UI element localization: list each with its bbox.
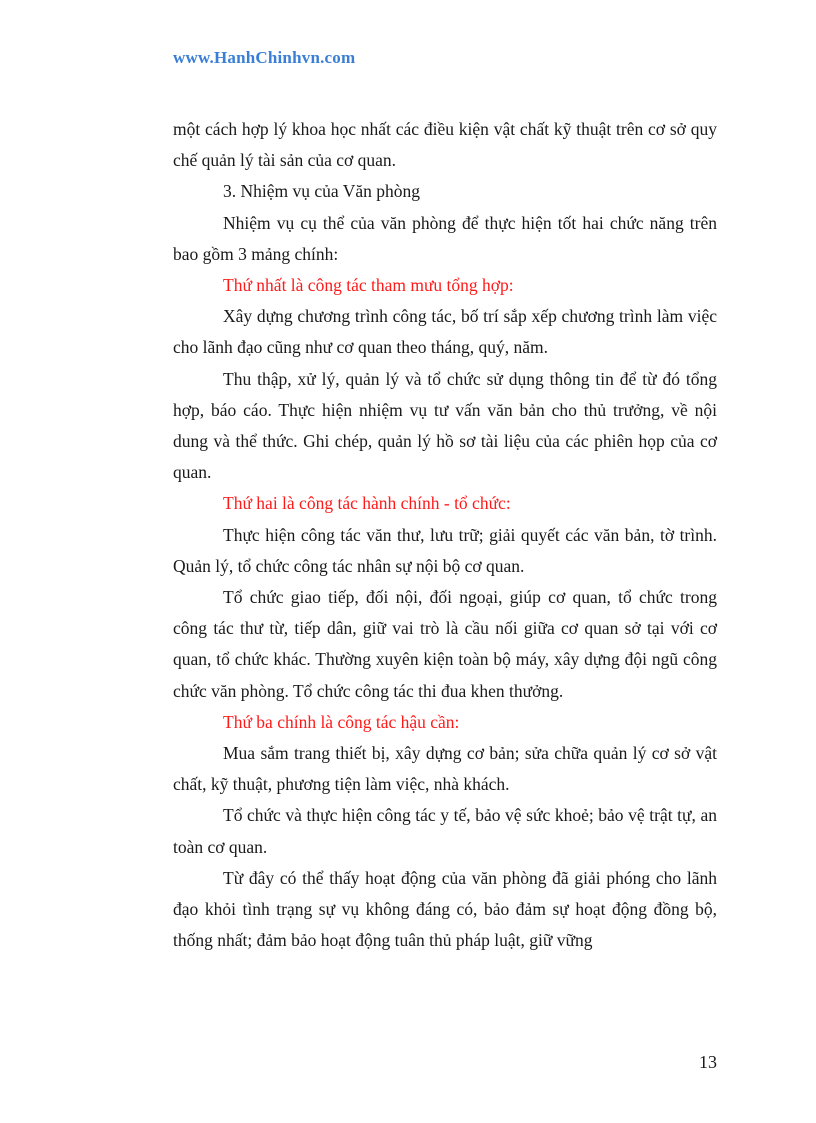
paragraph: Xây dựng chương trình công tác, bố trí sắp xếp chương trình làm việc cho lãnh đạo cũng như cơ quan theo tháng, quý, năm. — [173, 306, 717, 358]
subsection-heading-third: Thứ ba chính là công tác hậu cần: — [223, 711, 460, 732]
paragraph: Mua sắm trang thiết bị, xây dựng cơ bản; sửa chữa quản lý cơ sở vật chất, kỹ thuật, phương tiện làm việc, nhà khách. — [173, 743, 717, 795]
subsection-heading-first: Thứ nhất là công tác tham mưu tổng hợp: — [223, 275, 514, 296]
paragraph: Nhiệm vụ cụ thể của văn phòng để thực hiện tốt hai chức năng trên bao gồm 3 mảng chính: — [173, 212, 717, 264]
paragraph: Tổ chức giao tiếp, đối nội, đối ngoại, giúp cơ quan, tổ chức trong công tác thư từ, tiếp dân, giữ vai trò là cầu nối giữa cơ quan sở tại với cơ quan, tổ chức khác. Thường xuyên kiện toàn bộ máy, xây dựng đội ngũ công chức văn phòng. Tổ chức công tác thi đua khen thưởng. — [173, 587, 717, 701]
section-heading: 3. Nhiệm vụ của Văn phòng — [223, 181, 421, 202]
page-number: 13 — [699, 1052, 717, 1072]
site-header-link[interactable]: www.HanhChinhvn.com — [173, 48, 356, 67]
paragraph: Thực hiện công tác văn thư, lưu trữ; giải quyết các văn bản, tờ trình. Quản lý, tổ chức công tác nhân sự nội bộ cơ quan. — [173, 524, 717, 576]
document-body — [173, 114, 717, 956]
paragraph: Thu thập, xử lý, quản lý và tổ chức sử dụng thông tin để từ đó tổng hợp, báo cáo. Thực hiện nhiệm vụ tư vấn văn bản cho thủ trưởng, về nội dung và thể thức. Ghi chép, quản lý hồ sơ tài liệu của các phiên họp của cơ quan. — [173, 368, 717, 483]
paragraph: Tổ chức và thực hiện công tác y tế, bảo vệ sức khoẻ; bảo vệ trật tự, an toàn cơ quan. — [173, 805, 717, 857]
paragraph: Từ đây có thể thấy hoạt động của văn phòng đã giải phóng cho lãnh đạo khỏi tình trạng sự vụ không đáng có, bảo đảm sự hoạt động đồng bộ, thống nhất; đảm bảo hoạt động tuân thủ pháp luật, giữ vững — [173, 867, 717, 951]
subsection-heading-second: Thứ hai là công tác hành chính - tổ chức: — [223, 493, 511, 514]
paragraph-continuation: một cách hợp lý khoa học nhất các điều kiện vật chất kỹ thuật trên cơ sở quy chế quản lý tài sản của cơ quan. — [173, 119, 717, 171]
